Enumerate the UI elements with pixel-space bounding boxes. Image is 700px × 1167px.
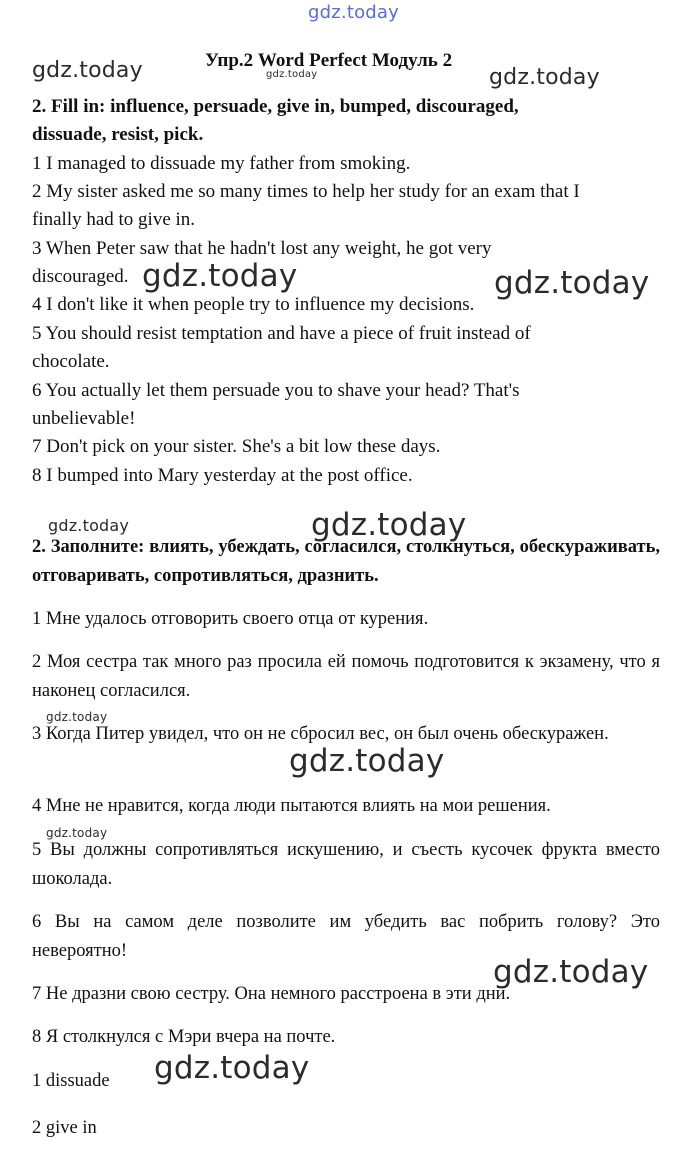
english-line: 1 I managed to dissuade my father from smoking. (32, 153, 411, 174)
english-line: 5 You should resist temptation and have a piece of fruit instead of (32, 323, 531, 344)
page-title: Упр.2 Word Perfect Модуль 2 (205, 50, 453, 71)
russian-item: 7 Не дразни свою сестру. Она немного расстроена в эти дни. (32, 984, 511, 1004)
watermark: gdz.today (46, 710, 108, 724)
english-line: chocolate. (32, 351, 110, 372)
watermark: gdz.today (311, 507, 467, 543)
russian-item: 8 Я столкнулся с Мэри вчера на почте. (32, 1027, 336, 1047)
answer-item: 1 dissuade (32, 1071, 110, 1091)
exercise-heading-line: 2. Fill in: influence, persuade, give in, bumped, discouraged, (32, 96, 519, 117)
english-line: unbelievable! (32, 408, 136, 429)
english-line: 8 I bumped into Mary yesterday at the post office. (32, 465, 413, 486)
watermark: gdz.today (48, 516, 130, 535)
english-line: finally had to give in. (32, 209, 196, 230)
english-line: discouraged. (32, 266, 129, 287)
watermark: gdz.today (489, 65, 600, 90)
watermark: gdz.today (493, 954, 649, 990)
watermark: gdz.today (289, 743, 445, 779)
watermark: gdz.today (46, 826, 108, 840)
russian-item: 5 Вы должны сопротивляться искушению, и съесть кусочек фрукта вместо шоколада. (32, 840, 660, 889)
russian-item: 3 Когда Питер увидел, что он не сбросил вес, он был очень обескуражен. (32, 724, 609, 744)
english-line: 4 I don't like it when people try to influence my decisions. (32, 294, 475, 315)
russian-heading: 2. Заполните: влиять, убеждать, согласился, столкнуться, обескураживать, отговаривать, сопротивляться, дразнить. (32, 537, 660, 586)
russian-item: 6 Вы на самом деле позволите им убедить вас побрить голову? Это невероятно! (32, 912, 660, 961)
watermark: gdz.today (266, 69, 318, 80)
english-line: 6 You actually let them persuade you to shave your head? That's (32, 380, 520, 401)
english-line: 2 My sister asked me so many times to help her study for an exam that I (32, 181, 580, 202)
watermark: gdz.today (308, 2, 400, 23)
watermark: gdz.today (142, 258, 298, 294)
russian-item: 2 Моя сестра так много раз просила ей помочь подготовится к экзамену, что я наконец согласился. (32, 652, 660, 701)
watermark: gdz.today (32, 58, 143, 83)
watermark: gdz.today (494, 265, 650, 301)
russian-item: 1 Мне удалось отговорить своего отца от курения. (32, 609, 429, 629)
english-line: 7 Don't pick on your sister. She's a bit low these days. (32, 436, 441, 457)
english-line: 3 When Peter saw that he hadn't lost any weight, he got very (32, 238, 492, 259)
russian-item: 4 Мне не нравится, когда люди пытаются влиять на мои решения. (32, 796, 551, 816)
watermark: gdz.today (154, 1050, 310, 1086)
answer-item: 2 give in (32, 1118, 97, 1138)
exercise-heading-line: dissuade, resist, pick. (32, 124, 204, 145)
